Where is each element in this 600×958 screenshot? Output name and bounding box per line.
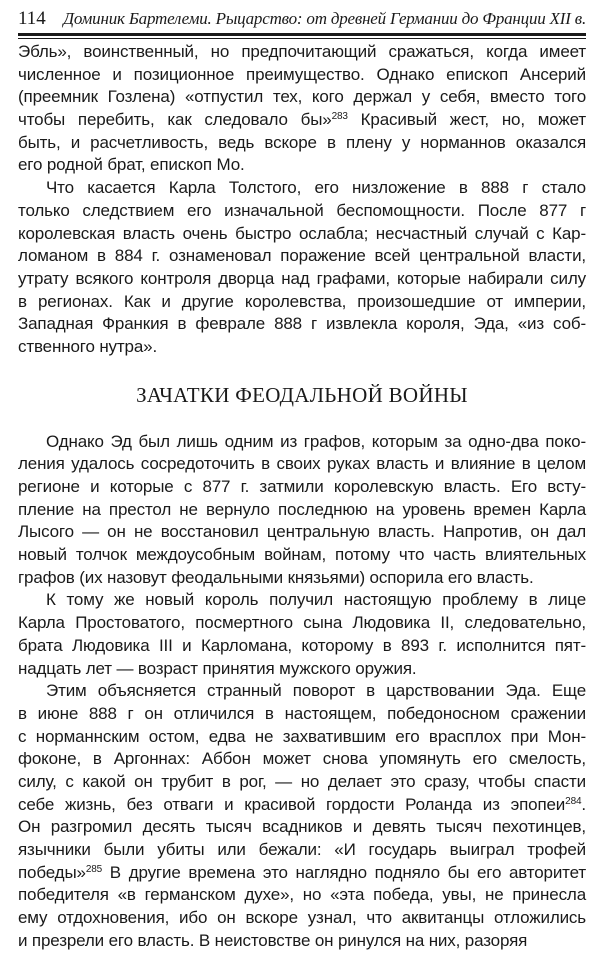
- header-rule-thin: [18, 38, 586, 39]
- text-line: пление на престол не вернуло последнюю на уровень времен Карла: [18, 499, 586, 519]
- text-line: Однако Эд был лишь одним из графов, которым за одно-два поко-: [46, 431, 586, 451]
- text-line: королевская власть очень быстро ослабла; несчастный случай с Кар-: [18, 223, 586, 243]
- text-line: Лысого — он не восстановил центральную власть. Напротив, он дал: [18, 522, 586, 542]
- paragraph: [18, 431, 586, 590]
- running-title: Доминик Бартелеми. Рыцарство: от древней Германии до Франции XII в.: [63, 9, 586, 28]
- text-line: силу, с какой он трубит в рог, — но делает это сразу, чтобы спасти: [18, 771, 586, 791]
- text-line: (преемник Гозлена) «отпустил тех, кого держал у себя, вместо того: [18, 87, 586, 107]
- text-line: графов (их назовут феодальными князьями) оспорила его власть.: [18, 567, 534, 587]
- text-line: новый толчок междоусобным войнам, потому что часть влиятельных: [18, 545, 586, 565]
- text-line: Западная Франкия в феврале 888 г извлекла короля, Эда, «из соб-: [18, 314, 586, 334]
- text-line: себе жизнь, без отваги и красивой гордости Роланда из эпопеи$^{284}$.: [18, 794, 586, 814]
- paragraph: [18, 589, 586, 680]
- paragraph: [18, 41, 586, 177]
- text-line: ственного нутра».: [18, 336, 158, 356]
- text-line: победы»$^{285}$ В другие времена это наглядно подняло бы его авторитет: [18, 862, 586, 882]
- text-line: Он разгромил десять тысяч всадников и девять тысяч пехотинцев,: [18, 817, 586, 837]
- text-line: только следствием его изначальной беспомощности. После 877 г: [18, 200, 586, 220]
- text-line: с норманнским остом, едва не захватившим его врасплох при Мон-: [18, 726, 586, 746]
- page-number: 114: [18, 8, 46, 29]
- text-line: ломаном в 884 г. ознаменовал поражение всей центральной власти,: [18, 246, 586, 266]
- text-line: брата Людовика III и Карломана, которому в 893 г. исполнится пят-: [18, 635, 586, 655]
- running-header: [18, 6, 586, 32]
- text-line: К тому же новый король получил настоящую проблему в лице: [46, 590, 586, 610]
- text-line: Карла Простоватого, посмертного сына Людовика II, следовательно,: [18, 613, 586, 633]
- page-body: [18, 41, 586, 952]
- text-line: Этим объясняется странный поворот в царствовании Эда. Еще: [46, 681, 586, 701]
- text-line: численное и позиционное преимущество. Однако епископ Ансерий: [18, 64, 586, 84]
- text-line: утрату всякого контроля дворца над графами, которые набирали силу: [18, 268, 586, 288]
- text-line: язычники были убиты или бежали: «И государь выиграл трофей: [18, 840, 586, 859]
- text-line: в регионах. Как и другие королевства, произошедшие от империи,: [18, 291, 586, 311]
- header-rule-thick: [18, 33, 586, 36]
- paragraph: [18, 680, 586, 952]
- text-line: в июне 888 г он отличился в настоящем, победоносном сражении: [18, 703, 586, 723]
- text-line: фоконе, в Аргоннах: Аббон может снова упомянуть его смелость,: [18, 749, 586, 769]
- footnote-marker[interactable]: 284: [565, 795, 582, 807]
- text-line: его родной брат, епископ Мо.: [18, 155, 245, 175]
- footnote-marker[interactable]: 285: [85, 863, 103, 875]
- text-line: ему отдохновения, ибо он вскоре узнал, что аквитанцы отложились: [18, 908, 586, 928]
- text-line: ления удалось сосредоточить в своих руках власть и влияние в целом: [18, 454, 586, 474]
- text-line: Что касается Карла Толстого, его низложение в 888 г стало: [46, 178, 586, 198]
- text-line: регионе и которые с 877 г. затмили королевскую власть. Его всту-: [18, 477, 586, 496]
- section-heading: ЗАЧАТКИ ФЕОДАЛЬНОЙ ВОЙНЫ: [136, 382, 468, 407]
- text-line: чтобы перебить, как следовало бы»$^{283}$ Красивый жест, но, может: [18, 110, 586, 130]
- text-line: и презрели его власть. В неистовстве он ринулся на них, разоряя: [18, 930, 528, 950]
- paragraph: [18, 177, 586, 359]
- text-line: надцать лет — возраст принятия мужского оружия.: [18, 658, 417, 678]
- text-line: Эбль», воинственный, но предпочитающий сражаться, когда имеет: [18, 42, 586, 61]
- text-line: победителя «в германском духе», но «эта победа, увы, не принесла: [18, 885, 586, 905]
- footnote-marker[interactable]: 283: [331, 111, 348, 123]
- text-line: быть, и расчетливость, ведь вскоре в плену у норманнов оказался: [18, 132, 586, 152]
